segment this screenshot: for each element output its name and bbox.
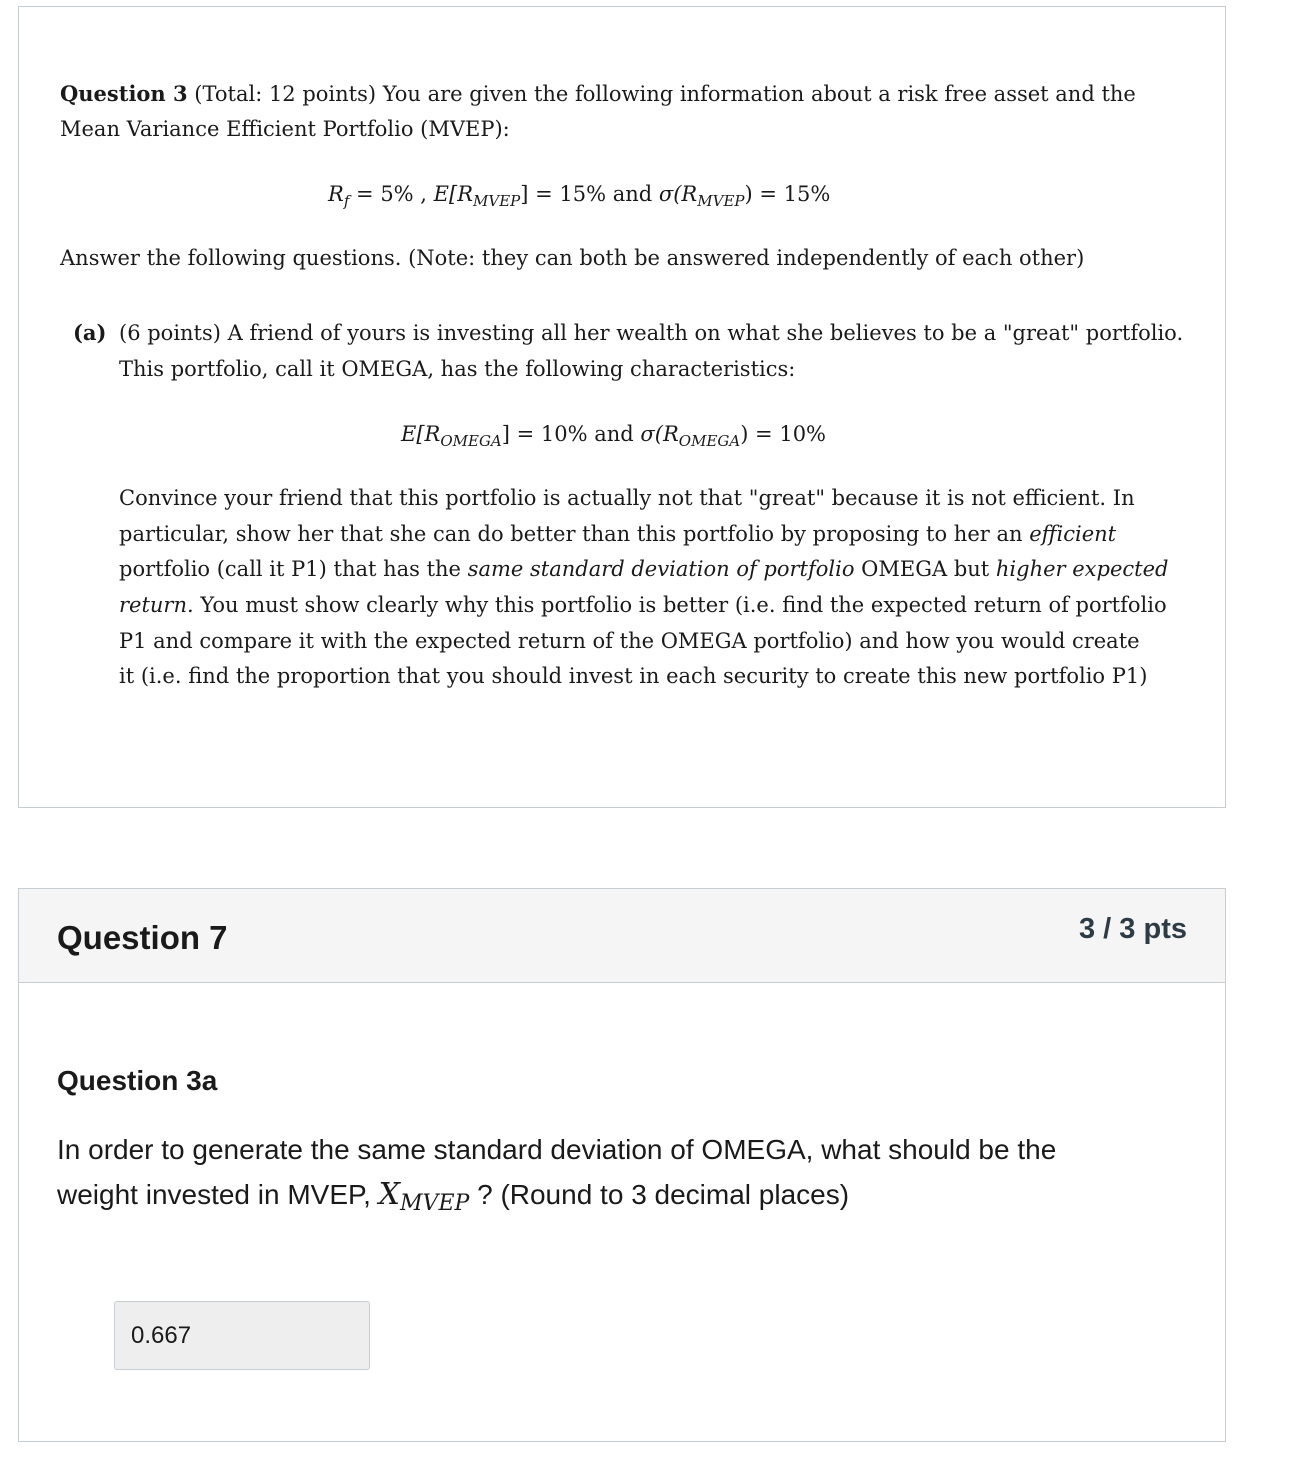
convince-line-6: it (i.e. find the proportion that you should invest in each security to create this new portfolio P1) [119, 664, 1148, 688]
rf-subscript: f [343, 192, 350, 210]
question-points: 3 / 3 pts [1079, 913, 1187, 945]
convince-line-2: particular, show her that she can do better than this portfolio by proposing to her an efficient [119, 522, 1117, 546]
sigma-omega-subscript: OMEGA [678, 432, 741, 450]
expected-mvep-symbol: E[R [433, 182, 474, 206]
return-emphasis: return. [119, 593, 194, 617]
convince-line-4: return. You must show clearly why this portfolio is better (i.e. find the expected return of portfolio [119, 593, 1167, 617]
rf-value: = 5% , [349, 182, 434, 206]
answer-field[interactable]: 0.667 [114, 1301, 370, 1370]
same-std-emphasis: same standard deviation of portfolio [467, 557, 855, 581]
part-a-line-2: This portfolio, call it OMEGA, has the following characteristics: [119, 357, 796, 381]
expected-mvep-subscript: MVEP [473, 192, 521, 210]
expected-omega-subscript: OMEGA [440, 432, 502, 450]
convince-line-3: portfolio (call it P1) that has the same standard deviation of portfolio OMEGA but higher expected [119, 557, 1169, 581]
efficient-emphasis: efficient [1029, 522, 1117, 546]
convince-line-5: P1 and compare it with the expected return of the OMEGA portfolio) and how you would create [119, 629, 1140, 653]
higher-expected-emphasis: higher expected [995, 557, 1169, 581]
convince-line-1: Convince your friend that this portfolio is actually not that "great" because it is not efficient. In [119, 486, 1135, 510]
sigma-omega-symbol: σ(R [640, 422, 679, 446]
problem-header-line [60, 81, 1136, 107]
problem-question-label: Question 3 [60, 81, 188, 106]
problem-header-text: (Total: 12 points) You are given the following information about a risk free asset and the [187, 82, 1136, 106]
question-title: Question 7 [57, 919, 228, 956]
question-header [19, 889, 1225, 983]
omega-equation [401, 421, 826, 449]
sigma-mvep-symbol: σ(R [658, 182, 698, 206]
answer-instruction: Answer the following questions. (Note: they can both be answered independently of each other) [60, 246, 1085, 270]
given-equation [328, 181, 830, 209]
sigma-mvep-value: ) = 15% [744, 182, 831, 206]
part-a-label: (a) [73, 320, 107, 345]
x-mvep-subscript: MVEP [400, 1191, 470, 1216]
sigma-omega-value: ) = 10% [740, 422, 827, 446]
problem-statement-card [18, 6, 1226, 808]
expected-omega-symbol: E[R [401, 422, 441, 446]
question-text-line-1: In order to generate the same standard deviation of OMEGA, what should be the [57, 1134, 1057, 1165]
expected-mvep-value: ] = 15% and [520, 182, 659, 206]
x-mvep-symbol: X [378, 1177, 401, 1212]
problem-header-line-2: Mean Variance Efficient Portfolio (MVEP): [60, 117, 510, 141]
rf-symbol: R [328, 182, 344, 206]
expected-omega-value: ] = 10% and [501, 422, 641, 446]
sigma-mvep-subscript: MVEP [697, 192, 745, 210]
part-a-line-1: (6 points) A friend of yours is investing all her wealth on what she believes to be a "great" portfolio. [119, 321, 1184, 345]
question-subheading: Question 3a [57, 1065, 218, 1096]
question-card [18, 888, 1226, 1442]
question-text-line-2: weight invested in MVEP, $X_{MVEP}$ ? (Round to 3 decimal places) [57, 1177, 850, 1216]
